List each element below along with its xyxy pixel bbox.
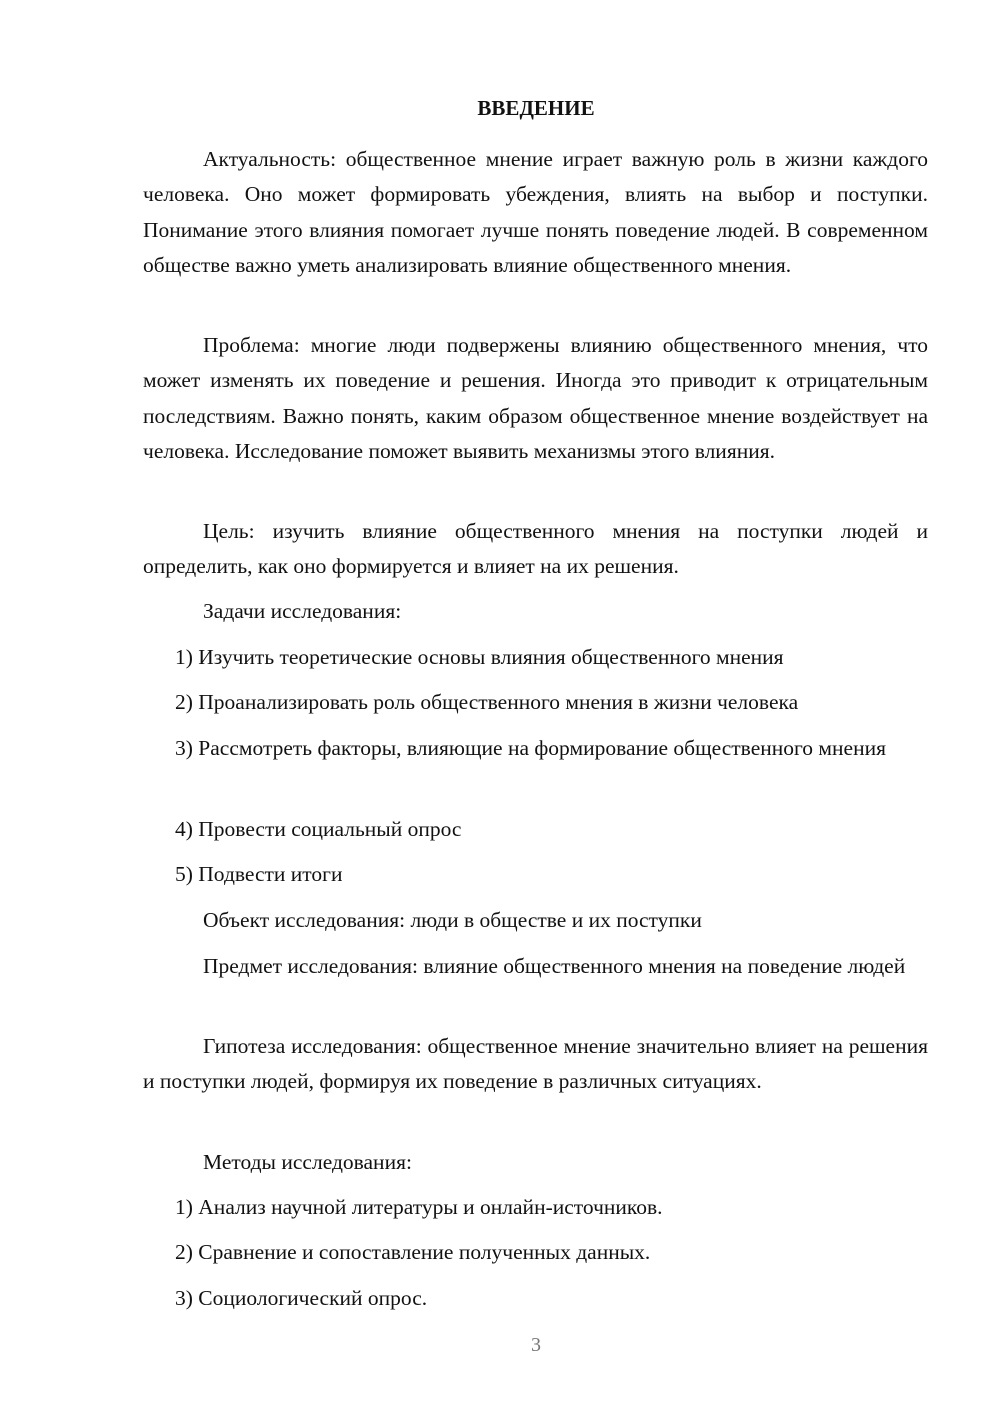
task-item: 2) Проанализировать роль общественного мнения в жизни человека <box>175 690 799 714</box>
task-item: 5) Подвести итоги <box>175 862 343 886</box>
relevance-paragraph: Актуальность: общественное мнение играет важную роль в жизни каждого человека. Оно может формировать убеждения, влиять на выбор и поступки. Понимание этого влияния помогает лучше понять поведение людей. В современном обществе важно уметь анализировать влияние общественного мнения. <box>143 147 928 277</box>
tasks-heading: Задачи исследования: <box>203 599 402 623</box>
methods-heading: Методы исследования: <box>203 1150 412 1174</box>
object-paragraph: Объект исследования: люди в обществе и их поступки <box>203 908 702 932</box>
hypothesis-paragraph: Гипотеза исследования: общественное мнение значительно влияет на решения и поступки людей, формируя их поведение в различных ситуациях. <box>143 1034 928 1094</box>
task-item: 4) Провести социальный опрос <box>175 817 462 841</box>
method-item: 1) Анализ научной литературы и онлайн-источников. <box>175 1195 663 1219</box>
method-item: 2) Сравнение и сопоставление полученных данных. <box>175 1240 651 1264</box>
subject-paragraph: Предмет исследования: влияние общественного мнения на поведение людей <box>203 954 906 978</box>
task-item: 3) Рассмотреть факторы, влияющие на формирование общественного мнения <box>175 736 886 760</box>
page-title: ВВЕДЕНИЕ <box>477 96 595 120</box>
page-number: 3 <box>531 1334 541 1356</box>
problem-paragraph: Проблема: многие люди подвержены влиянию общественного мнения, что может изменять их поведение и решения. Иногда это приводит к отрицательным последствиям. Важно понять, каким образом общественное мнение воздействует на человека. Исследование поможет выявить механизмы этого влияния. <box>143 333 928 463</box>
method-item: 3) Социологический опрос. <box>175 1286 428 1310</box>
goal-paragraph: Цель: изучить влияние общественного мнения на поступки людей и определить, как оно формируется и влияет на их решения. <box>143 519 928 579</box>
task-item: 1) Изучить теоретические основы влияния общественного мнения <box>175 645 784 669</box>
